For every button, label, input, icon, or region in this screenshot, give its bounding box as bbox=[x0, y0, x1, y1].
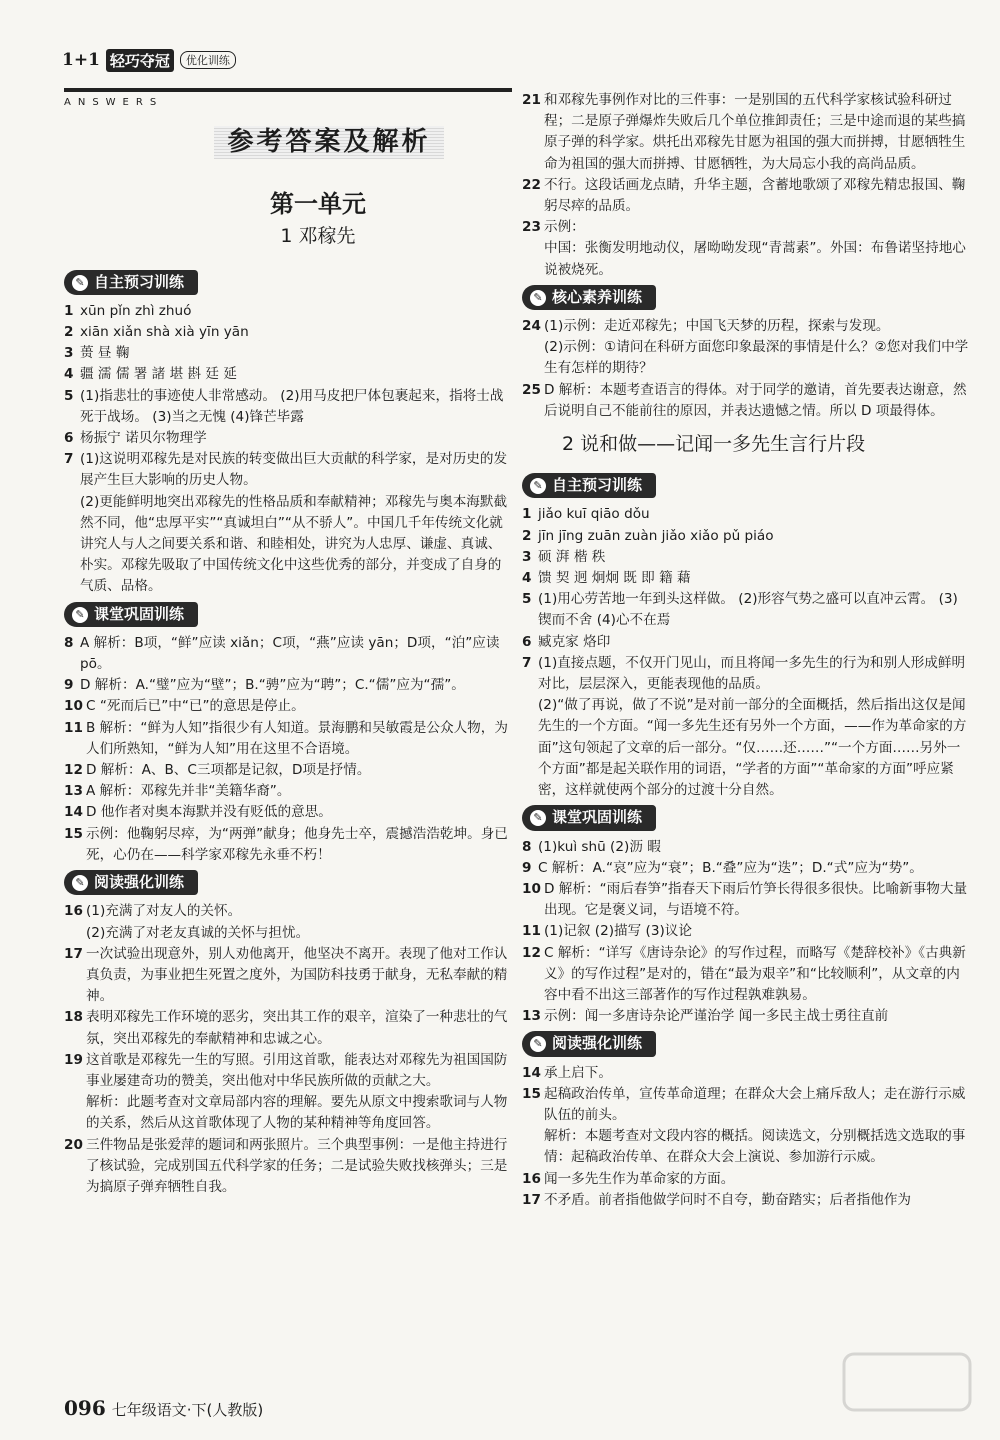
answer-number: 15 bbox=[522, 1085, 541, 1102]
answer-text: (1)示例：走近邓稼先；中国飞天梦的历程，探索与发现。 bbox=[544, 318, 890, 335]
watermark-logo bbox=[842, 1352, 972, 1412]
answer-text: jiǎo kuī qiāo dǒu bbox=[538, 506, 650, 523]
answer-number: 3 bbox=[64, 345, 74, 362]
answer-item bbox=[522, 837, 970, 858]
answer-number: 18 bbox=[64, 1009, 83, 1026]
lesson-title: 2 说和做——记闻一多先生言行片段 bbox=[562, 433, 866, 456]
answer-text-cont: 中国：张衡发明地动仪，屠呦呦发现“青蒿素”。外国：布鲁诺坚持地心说被烧死。 bbox=[544, 240, 966, 278]
answer-text: D 解析：A、B、C三项都是记叙，D项是抒情。 bbox=[86, 762, 371, 779]
answer-item bbox=[522, 943, 970, 1007]
answer-item bbox=[64, 781, 512, 802]
answer-item bbox=[64, 760, 512, 781]
answer-text: (1)kuì shū (2)沥 暇 bbox=[538, 838, 661, 855]
answer-number: 8 bbox=[522, 838, 532, 855]
answer-number: 10 bbox=[64, 698, 83, 715]
book-icon: ✎ bbox=[530, 290, 546, 306]
answer-number: 9 bbox=[64, 677, 74, 694]
answer-text-cont: (2)更能鲜明地突出邓稼先的性格品质和奉献精神；邓稼先与奥本海默截然不同，他“忠厚平实”“真诚坦白”“从不骄人”。中国几千年传统文化就讲究人与人之间要关系和谐、和睦相处，讲究为人忠厚、谦虚、真诚、朴实。邓稼先吸取了中国传统文化中这些优秀的部分，并变成了自身的气质、品格。 bbox=[80, 493, 508, 595]
answer-number: 7 bbox=[64, 451, 74, 468]
answer-text: 疆 濡 儒 署 諸 堪 斟 廷 延 bbox=[80, 366, 237, 383]
answer-number: 23 bbox=[522, 219, 541, 236]
answer-text: (1)充满了对友人的关怀。 bbox=[86, 903, 242, 920]
section-header: ✎ 课堂巩固训练 bbox=[64, 602, 198, 627]
answer-item bbox=[522, 653, 970, 801]
answer-text: 硕 湃 楷 秩 bbox=[538, 548, 606, 565]
answer-number: 1 bbox=[522, 506, 532, 523]
answer-text: 不行。这段话画龙点睛，升华主题，含蓄地歌颂了邓稼先精忠报国、鞠躬尽瘁的品质。 bbox=[544, 176, 966, 215]
answer-list bbox=[522, 504, 970, 801]
answer-text: 这首歌是邓稼先一生的写照。引用这首歌，能表达对邓稼先为祖国国防事业屡建奇功的赞美，突出他对中华民族所做的贡献之大。 bbox=[86, 1051, 508, 1089]
section-header: ✎ 自主预习训练 bbox=[64, 270, 198, 295]
answer-number: 10 bbox=[522, 880, 541, 897]
logo: 1+1 bbox=[62, 50, 100, 70]
answer-item bbox=[522, 568, 970, 589]
page-footer bbox=[64, 1396, 263, 1420]
answer-item bbox=[522, 589, 970, 631]
answer-item bbox=[64, 633, 512, 675]
answer-number: 12 bbox=[64, 762, 83, 779]
answer-list bbox=[522, 316, 970, 422]
answer-item bbox=[64, 322, 512, 343]
answer-text: B 解析：“鲜为人知”指很少有人知道。景海鹏和吴敏霞是公众人物，为人们所熟知，“鲜为人知”用在这里不合语境。 bbox=[86, 719, 508, 757]
book-icon: ✎ bbox=[530, 810, 546, 826]
answer-number: 1 bbox=[64, 302, 74, 319]
answer-number: 11 bbox=[522, 923, 541, 940]
book-icon: ✎ bbox=[72, 875, 88, 891]
answer-item bbox=[64, 675, 512, 696]
answer-item bbox=[522, 1006, 970, 1027]
answer-item bbox=[64, 386, 512, 428]
answer-number: 22 bbox=[522, 176, 541, 193]
answer-item bbox=[522, 90, 970, 175]
answer-item bbox=[64, 1007, 512, 1049]
answer-text: (1)直接点题，不仅开门见山，而且将闻一多先生的行为和别人形成鲜明对比，层层深入，更能表现他的品质。 bbox=[538, 654, 966, 693]
answer-text-cont: 解析：本题考查对文段内容的概括。阅读选文，分别概括选文选取的事情：起稿政治传单、在群众大会上演说、参加游行示威。 bbox=[544, 1128, 966, 1166]
answer-number: 2 bbox=[64, 324, 74, 341]
answer-number: 11 bbox=[64, 719, 83, 736]
answer-item bbox=[522, 1084, 970, 1169]
answer-text: xiān xiǎn shà xià yīn yān bbox=[80, 324, 249, 341]
answer-text: C “死而后已”中“已”的意思是停止。 bbox=[86, 698, 305, 715]
answer-number: 21 bbox=[522, 92, 541, 108]
book-icon: ✎ bbox=[72, 275, 88, 291]
answer-item bbox=[522, 858, 970, 879]
answer-text: 表明邓稼先工作环境的恶劣，突出其工作的艰辛，渲染了一种悲壮的气氛，突出邓稼先的奉献精神和忠诚之心。 bbox=[86, 1009, 508, 1047]
answer-item bbox=[522, 879, 970, 921]
answer-text-cont: (2)示例：①请问在科研方面您印象最深的事情是什么？②您对我们中学生有怎样的期待？ bbox=[544, 339, 969, 377]
answer-item bbox=[64, 824, 512, 866]
lesson-title: 1 邓稼先 bbox=[280, 225, 356, 248]
answer-number: 4 bbox=[64, 366, 74, 383]
section-header: ✎ 课堂巩固训练 bbox=[522, 805, 656, 830]
answer-item bbox=[64, 718, 512, 760]
answer-list bbox=[64, 301, 512, 598]
answer-text: (1)用心劳苦地一年到头这样做。 (2)形容气势之盛可以直冲云霄。 (3)锲而不舍 (4)心不在焉 bbox=[538, 591, 958, 629]
answer-number: 6 bbox=[522, 633, 532, 650]
answer-number: 13 bbox=[522, 1008, 541, 1025]
answer-number: 17 bbox=[522, 1191, 541, 1208]
answer-text: D 解析：A.“璧”应为“壁”；B.“骋”应为“聘”；C.“儒”应为“孺”。 bbox=[80, 677, 465, 694]
answer-item bbox=[522, 547, 970, 568]
answer-number: 7 bbox=[522, 654, 532, 671]
answer-text: 一次试验出现意外，别人劝他离开，他坚决不离开。表现了他对工作认真负责，为事业把生死置之度外，为国防科技勇于献身，无私奉献的精神。 bbox=[86, 945, 508, 1005]
answer-list bbox=[522, 90, 970, 281]
answer-item bbox=[522, 380, 970, 422]
section-header: ✎ 阅读强化训练 bbox=[64, 870, 198, 895]
answer-item bbox=[64, 1135, 512, 1199]
answer-item bbox=[522, 921, 970, 942]
answer-number: 5 bbox=[522, 591, 532, 608]
answer-number: 14 bbox=[64, 804, 83, 821]
answer-item bbox=[64, 343, 512, 364]
answer-text: 闻一多先生作为革命家的方面。 bbox=[544, 1170, 735, 1187]
answer-text: 示例：闻一多唐诗杂论严谨治学 闻一多民主战士勇往直前 bbox=[544, 1008, 889, 1025]
answer-text: 三件物品是张爱萍的题词和两张照片。三个典型事例：一是他主持进行了核试验，完成别国五代科学家的任务；二是试验失败找核弹头；三是为搞原子弹弃牺牲自我。 bbox=[86, 1136, 508, 1195]
section-header: ✎ 阅读强化训练 bbox=[522, 1031, 656, 1056]
answer-text: 馈 契 迥 炯炯 既 即 籍 藉 bbox=[538, 570, 691, 587]
answer-number: 14 bbox=[522, 1064, 541, 1081]
answer-text: (1)这说明邓稼先是对民族的转变做出巨大贡献的科学家，是对历史的发展产生巨大影响的历史人物。 bbox=[80, 451, 508, 489]
answer-number: 24 bbox=[522, 318, 541, 335]
right-column bbox=[522, 90, 970, 1211]
answer-item bbox=[522, 1190, 970, 1211]
answer-item bbox=[522, 1169, 970, 1190]
brand-name: 轻巧夺冠 bbox=[106, 49, 174, 72]
answer-text: A 解析：邓稼先并非“美籍华裔”。 bbox=[86, 783, 291, 800]
answer-number: 6 bbox=[64, 430, 74, 447]
answer-item bbox=[64, 449, 512, 597]
answer-number: 4 bbox=[522, 570, 532, 587]
answer-text: (1)指悲壮的事迹使人非常感动。 (2)用马皮把尸体包裹起来，指将士战死于战场。 (3)当之无愧 (4)锋芒毕露 bbox=[80, 387, 504, 425]
answer-number: 25 bbox=[522, 381, 541, 398]
answer-item bbox=[64, 802, 512, 823]
answer-text-cont: (2)“做了再说，做了不说”是对前一部分的全面概括，然后指出这仅是闻先生的一个方面。“闻一多先生还有另外一个方面，——作为革命家的方面”这句领起了文章的后一部分。“仅……还……”“一个方面……另外一个方面”都是起关联作用的词语，“学者的方面”“革命家的方面”呼应紧密，这样就使两个部分的过渡十分自然。 bbox=[538, 697, 967, 799]
answer-number: 19 bbox=[64, 1051, 83, 1068]
answer-item bbox=[64, 944, 512, 1008]
answer-item bbox=[64, 696, 512, 717]
section-header: ✎ 自主预习训练 bbox=[522, 473, 656, 498]
answer-item bbox=[522, 175, 970, 217]
answer-number: 16 bbox=[64, 903, 83, 920]
answer-number: 12 bbox=[522, 944, 541, 961]
book-icon: ✎ bbox=[530, 478, 546, 494]
left-column bbox=[64, 88, 512, 1198]
answer-item bbox=[64, 901, 512, 943]
answer-text: A 解析：B项，“鲜”应读 xiǎn；C项，“燕”应读 yān；D项，“泊”应读 pō。 bbox=[80, 634, 500, 673]
answer-text: C 解析：A.“哀”应为“衰”；B.“叠”应为“迭”；D.“式”应为“势”。 bbox=[538, 859, 923, 876]
answer-text: 臧克家 烙印 bbox=[538, 633, 611, 650]
answer-number: 15 bbox=[64, 825, 83, 842]
answer-text: 蒉 昼 鞠 bbox=[80, 345, 130, 362]
book-title: 七年级语文·下(人教版) bbox=[111, 1401, 264, 1419]
answer-text-cont: 解析：此题考查对文章局部内容的理解。要先从原文中搜索歌词与人物的关系，然后从这首歌体现了人物的某种精神等角度回答。 bbox=[86, 1094, 508, 1132]
brand-tag: 优化训练 bbox=[180, 51, 236, 69]
answer-text-cont: (2)充满了对老友真诚的关怀与担忧。 bbox=[86, 924, 310, 941]
answer-item bbox=[522, 632, 970, 653]
answer-number: 8 bbox=[64, 634, 74, 651]
answer-text: 不矛盾。前者指他做学问时不自夸，勤奋踏实；后者指他作为 bbox=[544, 1191, 912, 1208]
answer-text: jīn jīng zuān zuàn jiǎo xiǎo pǔ piáo bbox=[538, 527, 774, 544]
answer-text: 承上启下。 bbox=[544, 1064, 612, 1081]
answer-list bbox=[522, 1063, 970, 1211]
page-header bbox=[62, 48, 236, 72]
answer-number: 3 bbox=[522, 548, 532, 565]
answer-list bbox=[64, 633, 512, 866]
answer-text: xūn pǐn zhì zhuó bbox=[80, 302, 192, 319]
answer-text: C 解析：“详写《唐诗杂论》的写作过程，而略写《楚辞校补》《古典新义》的写作过程”是对的，错在“最为艰辛”和“比较顺利”，从文章的内容中看不出这三部著作的写作过程孰难孰易。 bbox=[544, 944, 966, 1003]
answer-number: 5 bbox=[64, 387, 74, 404]
page-number: 096 bbox=[64, 1396, 106, 1420]
answer-text: 示例：他鞠躬尽瘁，为“两弹”献身；他身先士卒，震撼浩浩乾坤。身已死，心仍在——科学家邓稼先永垂不朽！ bbox=[86, 825, 508, 863]
answer-item bbox=[64, 301, 512, 322]
unit-title: 第一单元 bbox=[270, 189, 366, 219]
answer-number: 16 bbox=[522, 1170, 541, 1187]
answer-text: D 解析：“雨后春笋”指春天下雨后竹笋长得很多很快。比喻新事物大量出现。它是褒义词，与语境不符。 bbox=[544, 880, 968, 919]
answer-text: 起稿政治传单，宣传革命道理；在群众大会上痛斥敌人；走在游行示威队伍的前头。 bbox=[544, 1085, 966, 1123]
book-icon: ✎ bbox=[530, 1036, 546, 1052]
answer-list bbox=[64, 901, 512, 1198]
answer-number: 2 bbox=[522, 527, 532, 544]
answer-number: 9 bbox=[522, 859, 532, 876]
answer-text: D 他作者对奥本海默并没有贬低的意思。 bbox=[86, 804, 332, 821]
answer-item bbox=[64, 364, 512, 385]
answer-item bbox=[64, 428, 512, 449]
answer-text: 示例： bbox=[544, 219, 585, 236]
answer-text: D 解析：本题考查语言的得体。对于同学的邀请，首先要表达谢意，然后说明自己不能前往的原因，并表达遗憾之情。所以 D 项最得体。 bbox=[544, 381, 967, 419]
answer-item bbox=[522, 1063, 970, 1084]
answer-text: 和邓稼先事例作对比的三件事：一是别国的五代科学家核试验科研过程；二是原子弹爆炸失败后几个单位推卸责任；三是中途而退的某些搞原子弹的科学家。烘托出邓稼先甘愿为祖国的强大而拼搏，甘愿牺牲生命为祖国的强大而拼搏、甘愿牺牲，为大局忘小我的高尚品质。 bbox=[544, 92, 966, 172]
answer-item bbox=[522, 217, 970, 281]
answer-number: 20 bbox=[64, 1136, 83, 1153]
answer-number: 13 bbox=[64, 783, 83, 800]
answer-list bbox=[522, 837, 970, 1028]
section-header: ✎ 核心素养训练 bbox=[522, 285, 656, 310]
answers-label: ANSWERS bbox=[64, 88, 512, 112]
answer-item bbox=[522, 526, 970, 547]
answer-text: (1)记叙 (2)描写 (3)议论 bbox=[544, 923, 692, 940]
book-icon: ✎ bbox=[72, 607, 88, 623]
answer-item bbox=[522, 316, 970, 380]
answer-item bbox=[522, 504, 970, 525]
answer-text: 杨振宁 诺贝尔物理学 bbox=[80, 430, 207, 447]
answer-item bbox=[64, 1050, 512, 1135]
page-title: 参考答案及解析 bbox=[214, 126, 444, 159]
answer-number: 17 bbox=[64, 945, 83, 962]
